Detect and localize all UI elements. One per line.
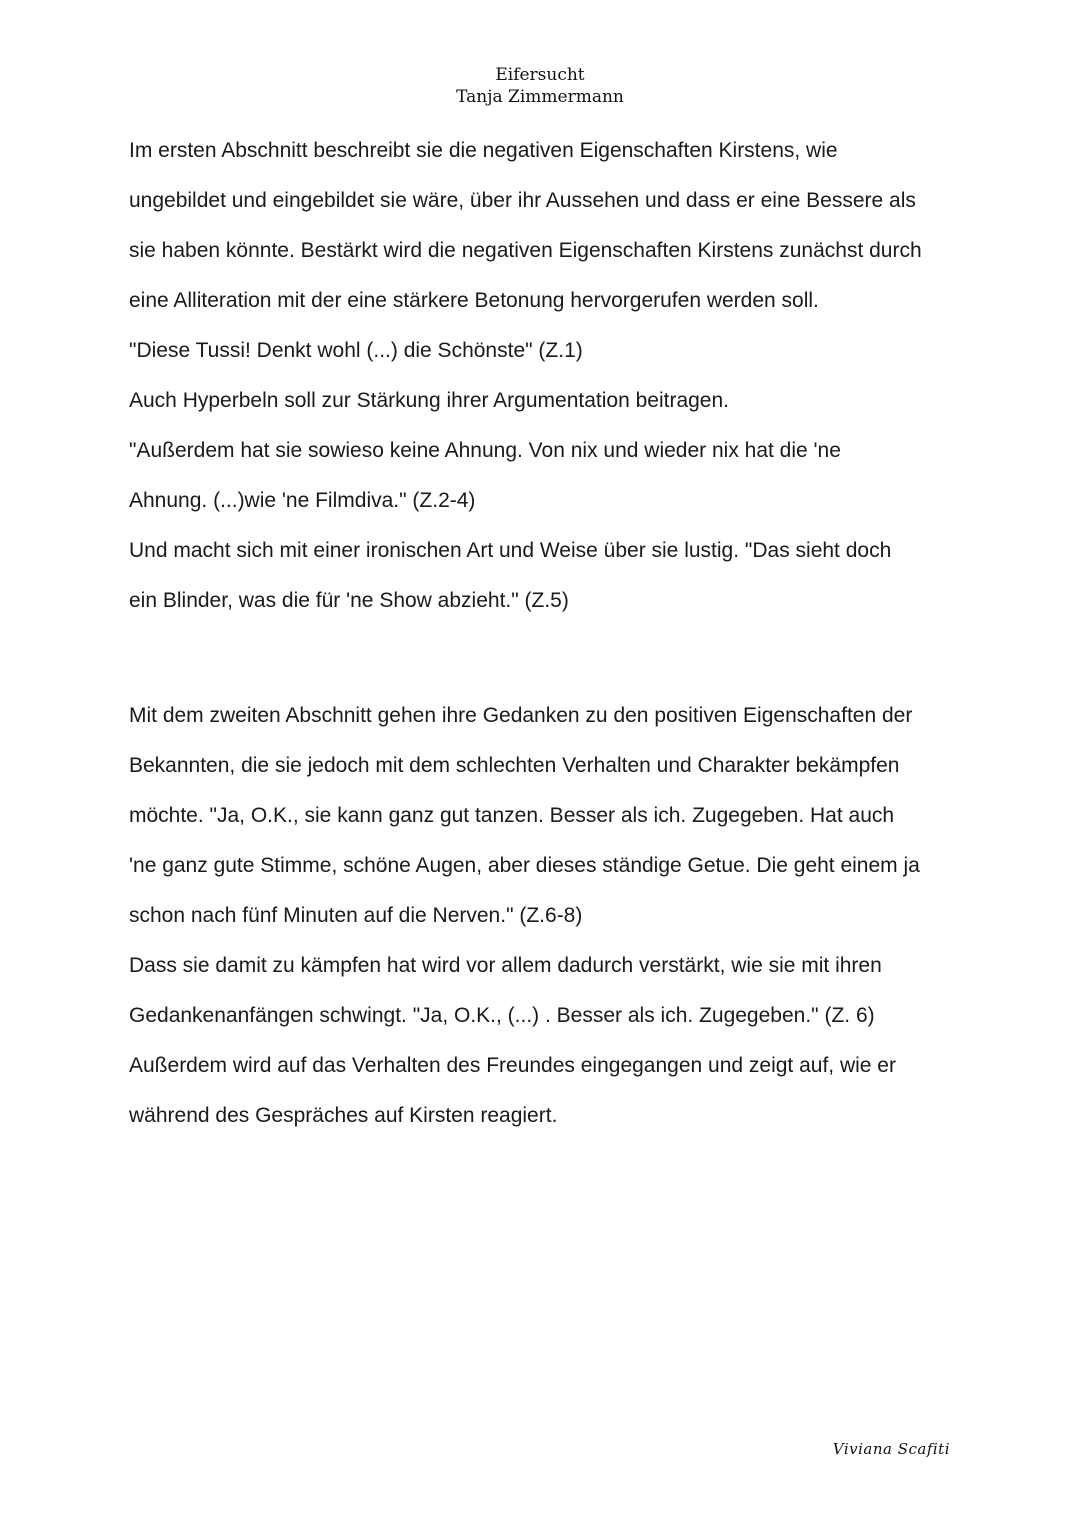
paragraph-section-2 xyxy=(129,691,989,1141)
text-line: Dass sie damit zu kämpfen hat wird vor allem dadurch verstärkt, wie sie mit ihren xyxy=(129,954,882,977)
author-signature: Viviana Scafiti xyxy=(832,1440,950,1458)
document-author: Tanja Zimmermann xyxy=(456,87,624,107)
text-line: schon nach fünf Minuten auf die Nerven." (Z.6-8) xyxy=(129,904,583,927)
document-body xyxy=(129,126,989,1141)
text-line: während des Gespräches auf Kirsten reagiert. xyxy=(129,1104,558,1127)
paragraph-section-1 xyxy=(129,126,989,626)
paragraph-gap xyxy=(129,626,989,691)
quote-line: ein Blinder, was die für 'ne Show abzieht." (Z.5) xyxy=(129,589,569,612)
text-line: sie haben könnte. Bestärkt wird die negativen Eigenschaften Kirstens zunächst durch xyxy=(129,239,922,262)
quote-line: Ahnung. (...)wie 'ne Filmdiva." (Z.2-4) xyxy=(129,489,476,512)
text-line: Auch Hyperbeln soll zur Stärkung ihrer Argumentation beitragen. xyxy=(129,389,729,412)
document-title: Eifersucht xyxy=(495,65,585,85)
text-line: ungebildet und eingebildet sie wäre, über ihr Aussehen und dass er eine Bessere als xyxy=(129,189,916,212)
text-line: 'ne ganz gute Stimme, schöne Augen, aber dieses ständige Getue. Die geht einem ja xyxy=(129,854,920,877)
text-line: Außerdem wird auf das Verhalten des Freundes eingegangen und zeigt auf, wie er xyxy=(129,1054,896,1077)
text-line: möchte. "Ja, O.K., sie kann ganz gut tanzen. Besser als ich. Zugegeben. Hat auch xyxy=(129,804,895,827)
text-line: Im ersten Abschnitt beschreibt sie die negativen Eigenschaften Kirstens, wie xyxy=(129,139,838,162)
document-header xyxy=(0,64,1080,108)
text-line: Gedankenanfängen schwingt. "Ja, O.K., (...) . Besser als ich. Zugegeben." (Z. 6) xyxy=(129,1004,875,1027)
text-line: Mit dem zweiten Abschnitt gehen ihre Gedanken zu den positiven Eigenschaften der xyxy=(129,704,913,727)
text-line: Und macht sich mit einer ironischen Art und Weise über sie lustig. "Das sieht doch xyxy=(129,539,892,562)
quote-line: "Außerdem hat sie sowieso keine Ahnung. Von nix und wieder nix hat die 'ne xyxy=(129,439,841,462)
quote-line: "Diese Tussi! Denkt wohl (...) die Schönste" (Z.1) xyxy=(129,339,583,362)
text-line: eine Alliteration mit der eine stärkere Betonung hervorgerufen werden soll. xyxy=(129,289,819,312)
text-line: Bekannten, die sie jedoch mit dem schlechten Verhalten und Charakter bekämpfen xyxy=(129,754,900,777)
